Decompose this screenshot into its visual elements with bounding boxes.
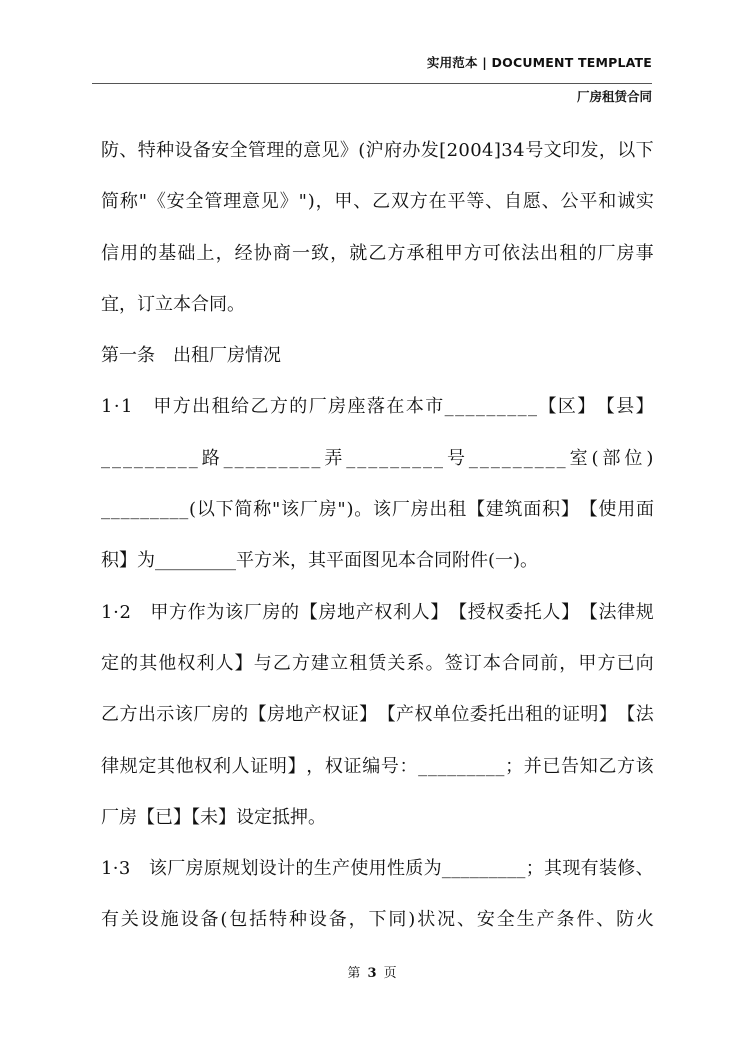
body-line: 1 · 2 甲 方 作 为 该 厂 房 的 【 房 地 产 权 利 人 】 【 授 权 委 托 人 】 【 法 律 规 [101, 601, 654, 623]
body-line: 有 关 设 施 设 备 ( 包 括 特 种 设 备 ， 下 同 ) 状 况 、 安 全 生 产 条 件 、 防 火 [101, 909, 654, 931]
body-line: 乙 方 出 示 该 厂 房 的 【 房 地 产 权 证 】 【 产 权 单 位 委 托 出 租 的 证 明 】 【 法 [101, 704, 654, 726]
page-number: 3 [367, 966, 377, 981]
body-line: 积】为_________平方米，其平面图见本合同附件(一)。 [101, 550, 539, 572]
page-footer [0, 962, 744, 981]
body-line: 1 · 1 甲 方 出 租 给 乙 方 的 厂 房 座 落 在 本 市 _ _ _ _ _ _ _ _ _ 【 区 】 【 县 】 [101, 396, 654, 418]
body-line: 简 称 " 《 安 全 管 理 意 见 》 " ) ， 甲 、 乙 双 方 在 平 等 、 自 愿 、 公 平 和 诚 实 [101, 191, 654, 213]
body-line: 防 、 特 种 设 备 安 全 管 理 的 意 见 》 ( 沪 府 办 发 [ 2 0 0 4 ] 3 4 号 文 印 发 ， 以 下 [101, 140, 654, 161]
header-subtitle: 厂房租赁合同 [576, 89, 652, 104]
body-line: 宜，订立本合同。 [101, 293, 245, 315]
article-heading: 第一条 出租厂房情况 [101, 345, 281, 367]
body-line: _ _ _ _ _ _ _ _ _ ( 以 下 简 称 " 该 厂 房 " ) 。 该 厂 房 出 租 【 建 筑 面 积 】 【 使 用 面 [101, 499, 654, 521]
body-line: 定 的 其 他 权 利 人 】 与 乙 方 建 立 租 赁 关 系 。 签 订 本 合 同 前 ， 甲 方 已 向 [101, 652, 654, 674]
document-body [101, 136, 654, 957]
body-line: _ _ _ _ _ _ _ _ _ 路 _ _ _ _ _ _ _ _ _ 弄 _ _ _ _ _ _ _ _ _ 号 _ _ _ _ _ _ _ _ _ 室 ( 部 位 ) [101, 447, 654, 469]
page-prefix: 第 [347, 966, 361, 981]
header-divider [92, 83, 652, 84]
body-line: 1 · 3 该 厂 房 原 规 划 设 计 的 生 产 使 用 性 质 为 _ _ _ _ _ _ _ _ _ ； 其 现 有 装 修 、 [101, 858, 654, 880]
page-suffix: 页 [383, 966, 397, 981]
header-title: 实用范本 | DOCUMENT TEMPLATE [426, 55, 652, 70]
body-line: 厂房【已】【未】设定抵押。 [101, 806, 326, 828]
body-line: 信 用 的 基 础 上 ， 经 协 商 一 致 ， 就 乙 方 承 租 甲 方 可 依 法 出 租 的 厂 房 事 [101, 242, 654, 264]
body-line: 律 规 定 其 他 权 利 人 证 明 】 ， 权 证 编 号 ： _ _ _ _ _ _ _ _ _ ； 并 已 告 知 乙 方 该 [101, 755, 654, 777]
